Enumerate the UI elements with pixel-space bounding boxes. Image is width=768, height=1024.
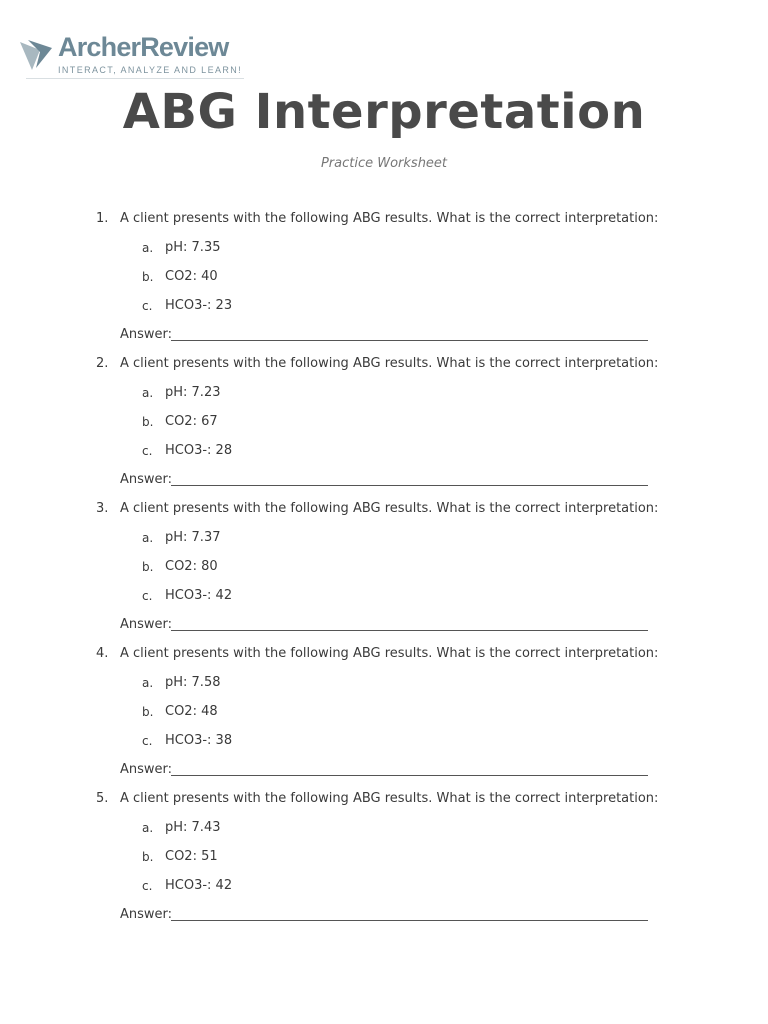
option-ph: pH: 7.37 — [165, 530, 221, 545]
option-co2: CO2: 48 — [165, 704, 218, 719]
option-letter: b. — [142, 705, 154, 719]
question-number: 1. — [96, 211, 109, 226]
archer-review-logo — [18, 30, 248, 82]
logo-name: ArcherReview — [58, 32, 229, 62]
question-list — [0, 206, 768, 931]
question-text: A client presents with the following ABG results. What is the correct interpretation: — [120, 646, 659, 661]
option-letter: a. — [142, 386, 154, 400]
question-number: 3. — [96, 501, 109, 516]
option-ph: pH: 7.35 — [165, 240, 221, 255]
option-letter: c. — [142, 444, 153, 458]
option-ph: pH: 7.58 — [165, 675, 221, 690]
answer-label: Answer: — [120, 327, 173, 342]
logo-tagline: INTERACT, ANALYZE AND LEARN! — [58, 65, 243, 75]
question-2 — [0, 351, 768, 496]
answer-label: Answer: — [120, 907, 173, 922]
bird-wing-icon — [18, 38, 54, 72]
answer-line[interactable] — [171, 485, 648, 486]
option-letter: a. — [142, 531, 154, 545]
question-number: 2. — [96, 356, 109, 371]
option-letter: b. — [142, 850, 154, 864]
option-letter: b. — [142, 560, 154, 574]
option-letter: b. — [142, 415, 154, 429]
question-text: A client presents with the following ABG results. What is the correct interpretation: — [120, 501, 659, 516]
question-number: 4. — [96, 646, 109, 661]
answer-line[interactable] — [171, 775, 648, 776]
option-letter: a. — [142, 676, 154, 690]
option-ph: pH: 7.43 — [165, 820, 221, 835]
question-1 — [0, 206, 768, 351]
answer-line[interactable] — [171, 340, 648, 341]
option-co2: CO2: 67 — [165, 414, 218, 429]
option-hco3: HCO3-: 28 — [165, 443, 233, 458]
answer-label: Answer: — [120, 762, 173, 777]
option-hco3: HCO3-: 42 — [165, 588, 233, 603]
logo-divider — [26, 78, 244, 79]
option-co2: CO2: 51 — [165, 849, 218, 864]
page-title: ABG Interpretation — [122, 84, 646, 140]
answer-label: Answer: — [120, 472, 173, 487]
page-subtitle: Practice Worksheet — [320, 156, 448, 171]
option-letter: b. — [142, 270, 154, 284]
question-text: A client presents with the following ABG results. What is the correct interpretation: — [120, 211, 659, 226]
question-number: 5. — [96, 791, 109, 806]
option-co2: CO2: 40 — [165, 269, 218, 284]
option-letter: a. — [142, 821, 154, 835]
option-letter: c. — [142, 299, 153, 313]
option-letter: c. — [142, 734, 153, 748]
question-text: A client presents with the following ABG results. What is the correct interpretation: — [120, 791, 659, 806]
question-3 — [0, 496, 768, 641]
option-letter: c. — [142, 589, 153, 603]
answer-label: Answer: — [120, 617, 173, 632]
option-ph: pH: 7.23 — [165, 385, 221, 400]
option-hco3: HCO3-: 23 — [165, 298, 233, 313]
option-letter: a. — [142, 241, 154, 255]
option-hco3: HCO3-: 42 — [165, 878, 233, 893]
question-text: A client presents with the following ABG results. What is the correct interpretation: — [120, 356, 659, 371]
question-4 — [0, 641, 768, 786]
answer-line[interactable] — [171, 630, 648, 631]
question-5 — [0, 786, 768, 931]
answer-line[interactable] — [171, 920, 648, 921]
option-letter: c. — [142, 879, 153, 893]
option-hco3: HCO3-: 38 — [165, 733, 233, 748]
option-co2: CO2: 80 — [165, 559, 218, 574]
